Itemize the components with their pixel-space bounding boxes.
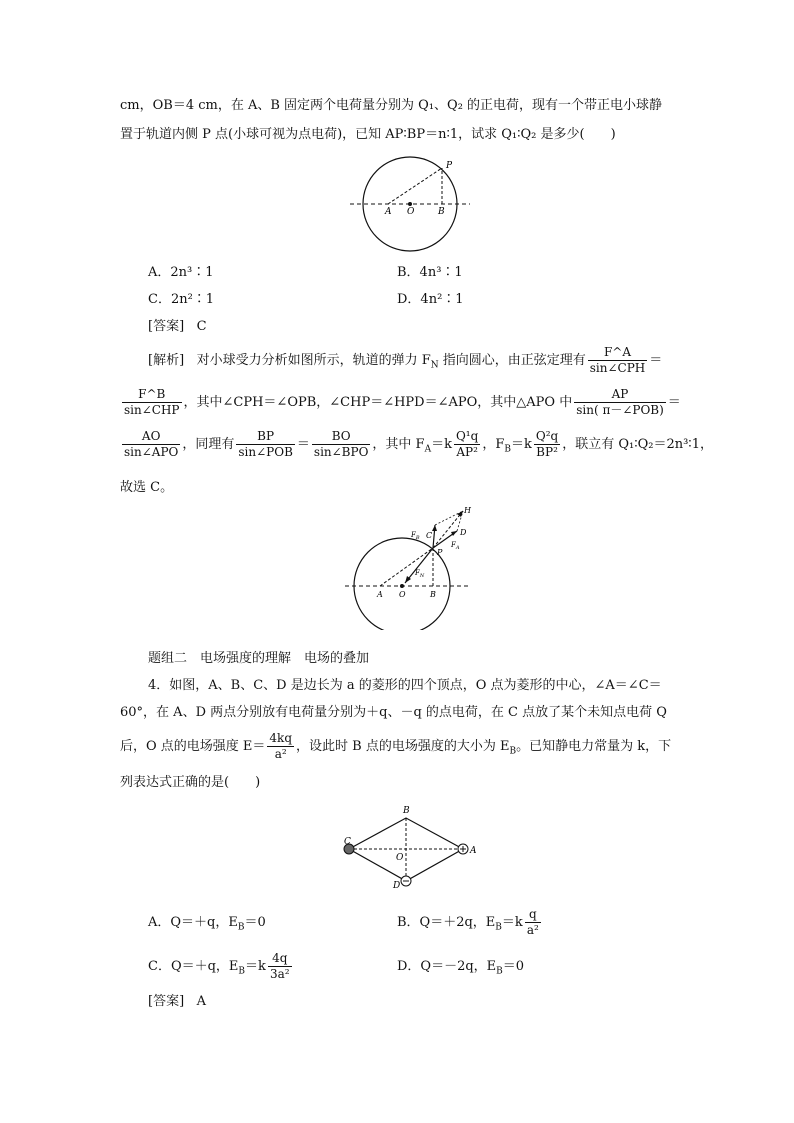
analysis-tag: [解析] [148,353,185,368]
analysis-text-1: 对小球受力分析如图所示，轨道的弹力 F [196,353,431,368]
answer-tag: [答案] [148,319,185,334]
fig2-label-FA: $F_A$ [451,541,460,551]
q4-option-b: B．Q＝＋2q，$E_B=k$ $\frac{q}{\text{a²}}$ [397,907,539,937]
q4-stem-line3: 后，O 点的电场强度 E＝ $\frac{4kq}{\text{a²}}$ ，设此时 B 点的电场强度的大小为 $E_B$。已知静电力常量为 k，下 [120,731,672,761]
q4-stem-line1: 4．如图，A、B、C、D 是边长为 a 的菱形的四个顶点，O 点为菱形的中心，∠A＝∠C＝ [148,678,662,693]
fig2-label-C: C [426,531,433,540]
q4-option-a: A．Q＝＋q，$E_B=0$ [148,915,266,933]
fig2-arrow-PH [433,511,463,548]
q3-option-b: B．4n³∶1 [397,265,463,280]
analysis-line2: $\frac{F\^{}B}{\text{sin∠CHP}}$ ，其中∠CPH＝∠OPB，∠CHP＝∠HPD＝∠APO，其中△APO 中 $\frac{AP}{\text{sin( π－∠POB)}}$ ＝ [124,387,681,417]
answer-value: A [196,994,206,1009]
q3-analysis-figure [345,505,480,630]
rhombus-label-C: C [344,837,351,847]
q3-option-a: A．2n³∶1 [148,265,214,280]
rhombus-label-B: B [403,806,410,816]
fig1-line-AP [388,168,442,204]
fig1-label-B: B [438,207,445,217]
fig2-label-O: O [399,590,406,599]
fig1-center-dot [408,202,412,206]
fig1-label-A: A [385,207,392,217]
analysis-line3: $\frac{AO}{\text{sin∠APO}}$ ，同理有 $\frac{BP}{\text{sin∠POB}}$ ＝ $\frac{BO}{\text{sin∠BPO}}$ ，其中 $F_A=k$ $\frac{\text{Q¹q}}{\text{AP²}}$ ，$F_B=k$ $\frac{\text{Q²q}}{\text{BP²}}$ ，联立有 Q₁∶Q₂＝2n³∶1， [124,429,713,459]
frac-ao-sin-apo: $\frac{AO}{\text{sin∠APO}}$ [124,429,179,459]
q3-option-c: C．2n²∶1 [148,292,215,307]
fig2-label-D: D [460,528,467,537]
fig2-label-P: P [437,548,443,557]
fig2-label-A: A [377,590,383,599]
frac-fb-sin-chp: $\frac{F\^{}B}{\text{sin∠CHP}}$ [124,387,180,417]
q3-stem-line2: 置于轨道内侧 P 点(小球可视为点电荷)，已知 AP∶BP＝n∶1，试求 Q₁∶Q₂ 是多少( ) [120,127,616,142]
rhombus-label-A: A [470,846,477,856]
rhombus-label-D: D [393,881,401,891]
frac-4q-3a2: $\frac{4q}{\text{3a²}}$ [269,951,290,981]
q4-option-c: C．Q＝＋q，$E_B=k$ $\frac{4q}{\text{3a²}}$ [148,951,290,981]
q4-stem-line4: 列表达式正确的是( ) [120,775,261,790]
q3-figure-circle [350,150,470,260]
fig2-label-FN: $F_N$ [415,569,425,579]
q3-option-d: D．4n²∶1 [397,292,464,307]
frac-e-4kq-a2: $\frac{4kq}{\text{a²}}$ [269,731,293,761]
q3-stem-line1: cm，OB＝4 cm，在 A、B 固定两个电荷量分别为 Q₁、Q₂ 的正电荷，现有一个带正电小球静 [120,98,663,113]
q4-option-d: D．Q＝－2q，$E_B=0$ [397,959,525,977]
frac-bp-sin-pob: $\frac{BP}{\text{sin∠POB}}$ [238,429,293,459]
fig2-label-H: H [464,506,471,515]
fig2-label-B: B [430,590,436,599]
frac-ap-sin-pob: $\frac{AP}{\text{sin( π－∠POB)}}$ [576,387,664,417]
frac-fa-formula: $\frac{\text{Q¹q}}{\text{AP²}}$ [455,429,479,459]
rhombus-label-O: O [396,853,404,863]
answer-value: C [196,319,207,334]
q4-rhombus-figure [335,800,485,895]
frac-fb-formula: $\frac{\text{Q²q}}{\text{BP²}}$ [535,429,559,459]
q3-answer-line [148,317,207,337]
analysis-line4: 故选 C。 [120,480,174,495]
frac-bo-sin-bpo: $\frac{BO}{\text{sin∠BPO}}$ [313,429,369,459]
fig1-label-O: O [407,207,415,217]
fig2-dashed-CH [435,511,463,525]
fig2-center-dot [400,584,404,588]
analysis-line2-text: ，其中∠CPH＝∠OPB，∠CHP＝∠HPD＝∠APO，其中△APO 中 [183,395,573,410]
q4-stem-line2: 60°，在 A、D 两点分别放有电荷量分别为＋q、－q 的点电荷，在 C 点放了某个未知点电荷 Q [120,705,667,720]
fig2-label-FB: $F_B$ [411,531,420,541]
analysis-fn-sub: N [430,360,439,371]
answer-tag: [答案] [148,994,185,1009]
analysis-line1: [解析] 对小球受力分析如图所示，轨道的弹力 $F_N$ 指向圆心，由正弦定理有 $\frac{F\^{}A}{\text{sin∠CPH}}$ ＝ [148,345,663,375]
section-title: 题组二 电场强度的理解 电场的叠加 [148,651,370,666]
frac-q-a2: $\frac{q}{\text{a²}}$ [526,907,539,937]
fig1-label-P: P [446,161,453,171]
q4-answer-line [148,992,206,1012]
analysis-text-2: 指向圆心，由正弦定理有 [438,353,586,368]
frac-fa-sin-cph: $\frac{F\^{}A}{\text{sin∠CPH}}$ [589,345,646,375]
